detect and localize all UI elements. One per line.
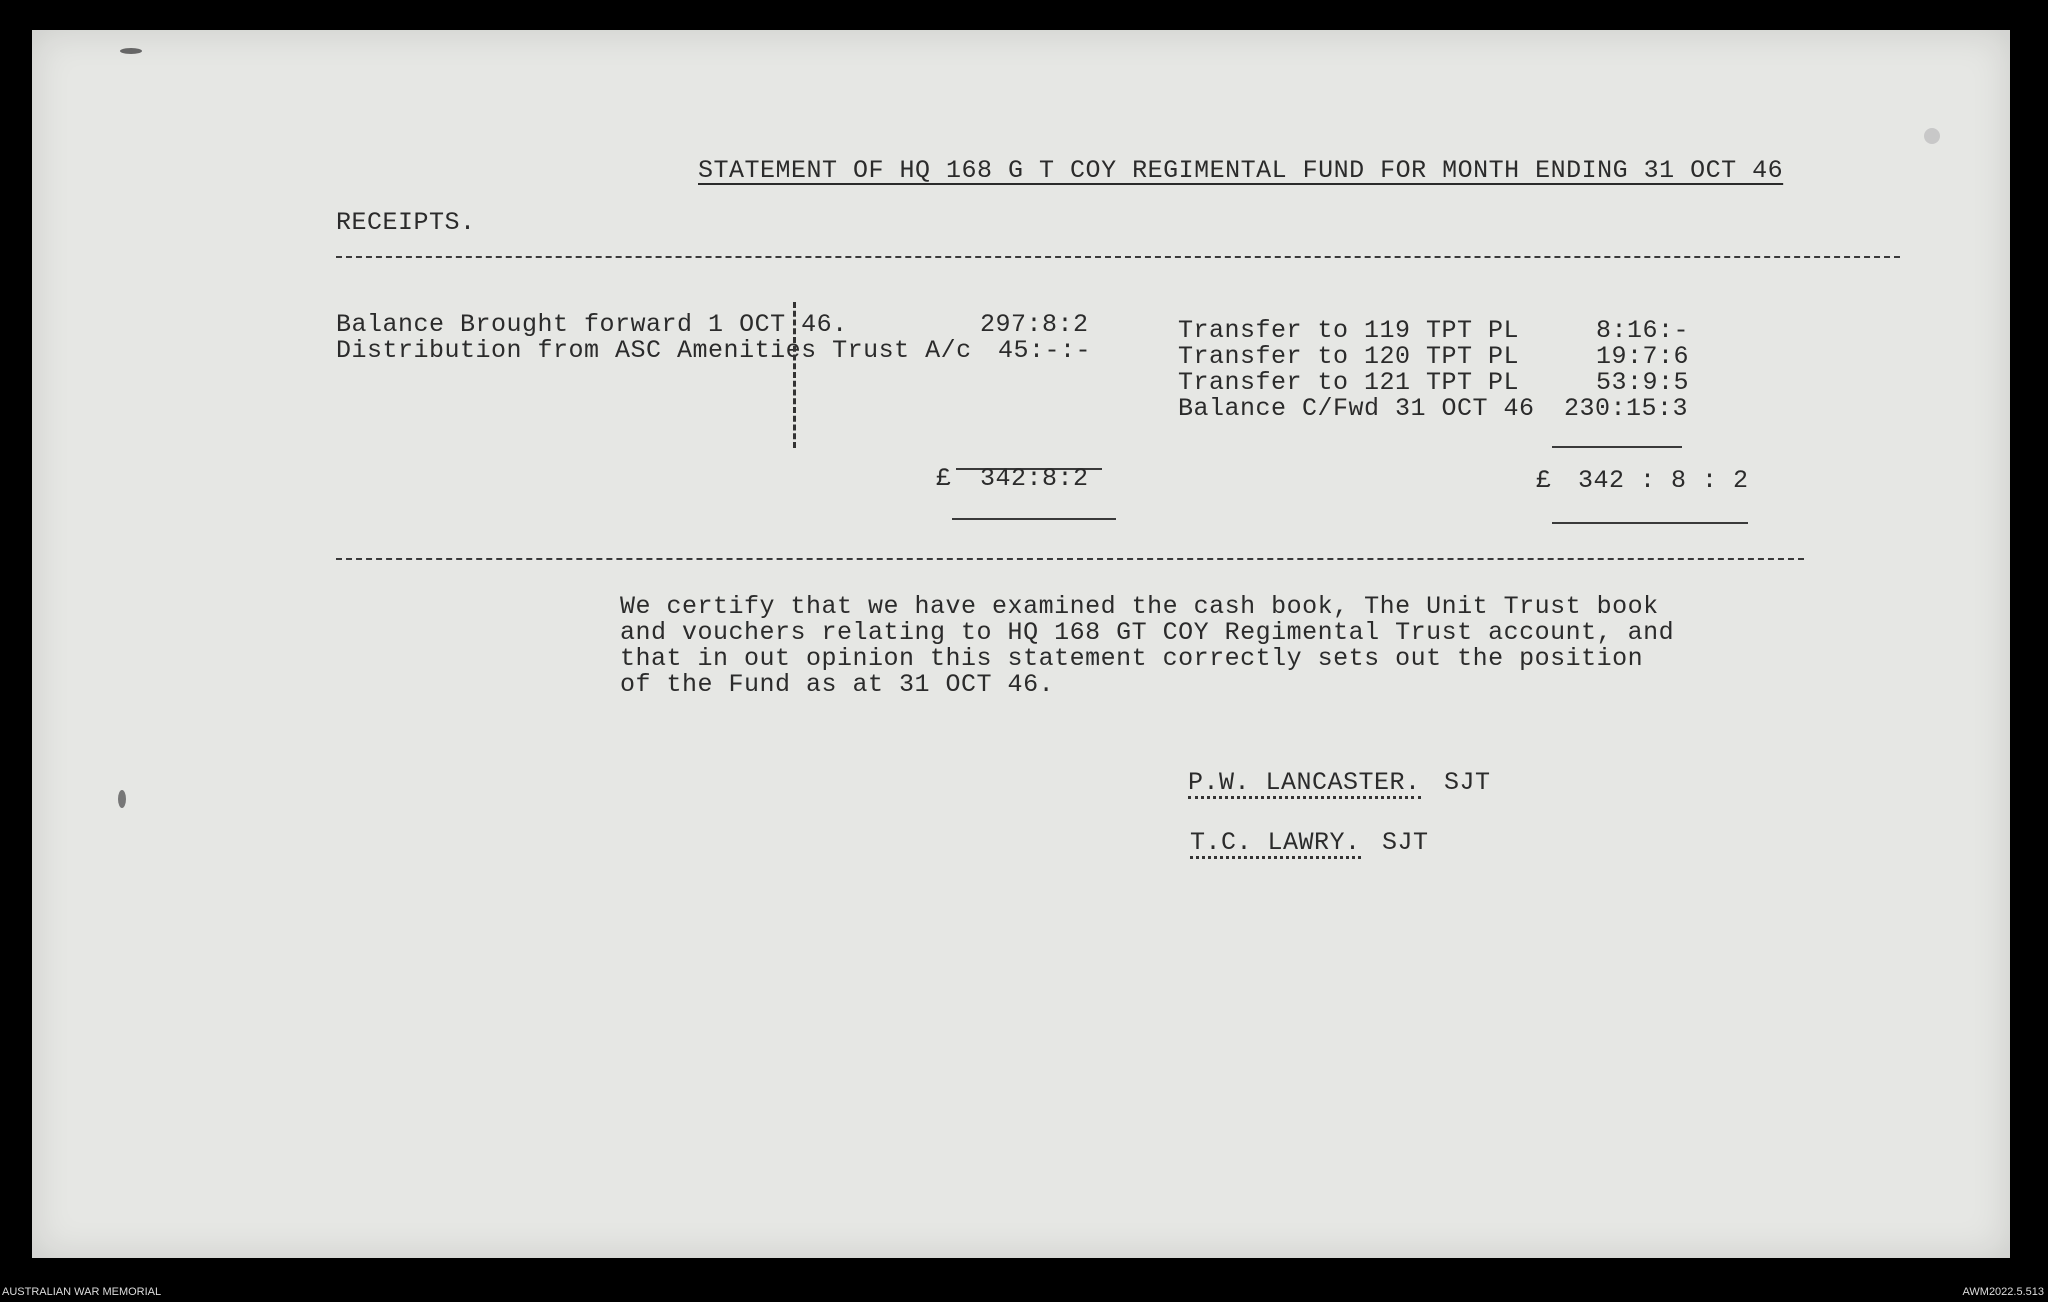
- receipt-amount: 297:8:2: [980, 310, 1089, 339]
- payment-label: Transfer to 120 TPT PL: [1178, 342, 1520, 371]
- signatory-rank: SJT: [1444, 768, 1491, 797]
- receipts-total-amount: 342:8:2: [980, 464, 1089, 493]
- receipts-total-rule-bottom: [952, 518, 1116, 520]
- column-separator: [793, 302, 796, 448]
- top-dashed-rule: [336, 256, 1900, 258]
- certification-line: of the Fund as at 31 OCT 46.: [620, 670, 1055, 699]
- punch-mark: [118, 790, 126, 808]
- receipts-heading: RECEIPTS.: [336, 208, 476, 237]
- certification-line: We certify that we have examined the cash book, The Unit Trust book: [620, 592, 1659, 621]
- certification-line: and vouchers relating to HQ 168 GT COY Regimental Trust account, and: [620, 618, 1675, 647]
- signatory-name: P.W. LANCASTER.: [1188, 768, 1421, 797]
- payments-total-rule-top: [1552, 446, 1682, 448]
- payment-amount: 19:7:6: [1596, 342, 1690, 371]
- payments-total-rule-bottom: [1552, 522, 1748, 524]
- certification-line: that in out opinion this statement correctly sets out the position: [620, 644, 1644, 673]
- footer-reference: AWM2022.5.513: [1962, 1286, 2044, 1298]
- receipt-label: Distribution from ASC Amenities Trust A/c: [336, 336, 972, 365]
- signatory-rank: SJT: [1382, 828, 1429, 857]
- punch-mark: [120, 48, 142, 54]
- payment-label: Transfer to 121 TPT PL: [1178, 368, 1520, 397]
- signatory-name: T.C. LAWRY.: [1190, 828, 1361, 857]
- payment-amount: 230:15:3: [1564, 394, 1689, 423]
- payment-label: Transfer to 119 TPT PL: [1178, 316, 1520, 345]
- payments-total-amount: 342 : 8 : 2: [1578, 466, 1749, 495]
- document-title: STATEMENT OF HQ 168 G T COY REGIMENTAL FUND FOR MONTH ENDING 31 OCT 46: [698, 156, 1784, 185]
- payment-amount: 53:9:5: [1596, 368, 1690, 397]
- punch-mark: [1924, 128, 1940, 144]
- receipt-amount: 45:-:-: [998, 336, 1092, 365]
- receipt-label: Balance Brought forward 1 OCT 46.: [336, 310, 848, 339]
- payment-label: Balance C/Fwd 31 OCT 46: [1178, 394, 1535, 423]
- bottom-dashed-rule: [336, 558, 1804, 560]
- footer-credit: AUSTRALIAN WAR MEMORIAL: [2, 1286, 162, 1298]
- payment-amount: 8:16:-: [1596, 316, 1690, 345]
- receipts-total-currency: £: [936, 464, 952, 493]
- payments-total-currency: £: [1536, 466, 1552, 495]
